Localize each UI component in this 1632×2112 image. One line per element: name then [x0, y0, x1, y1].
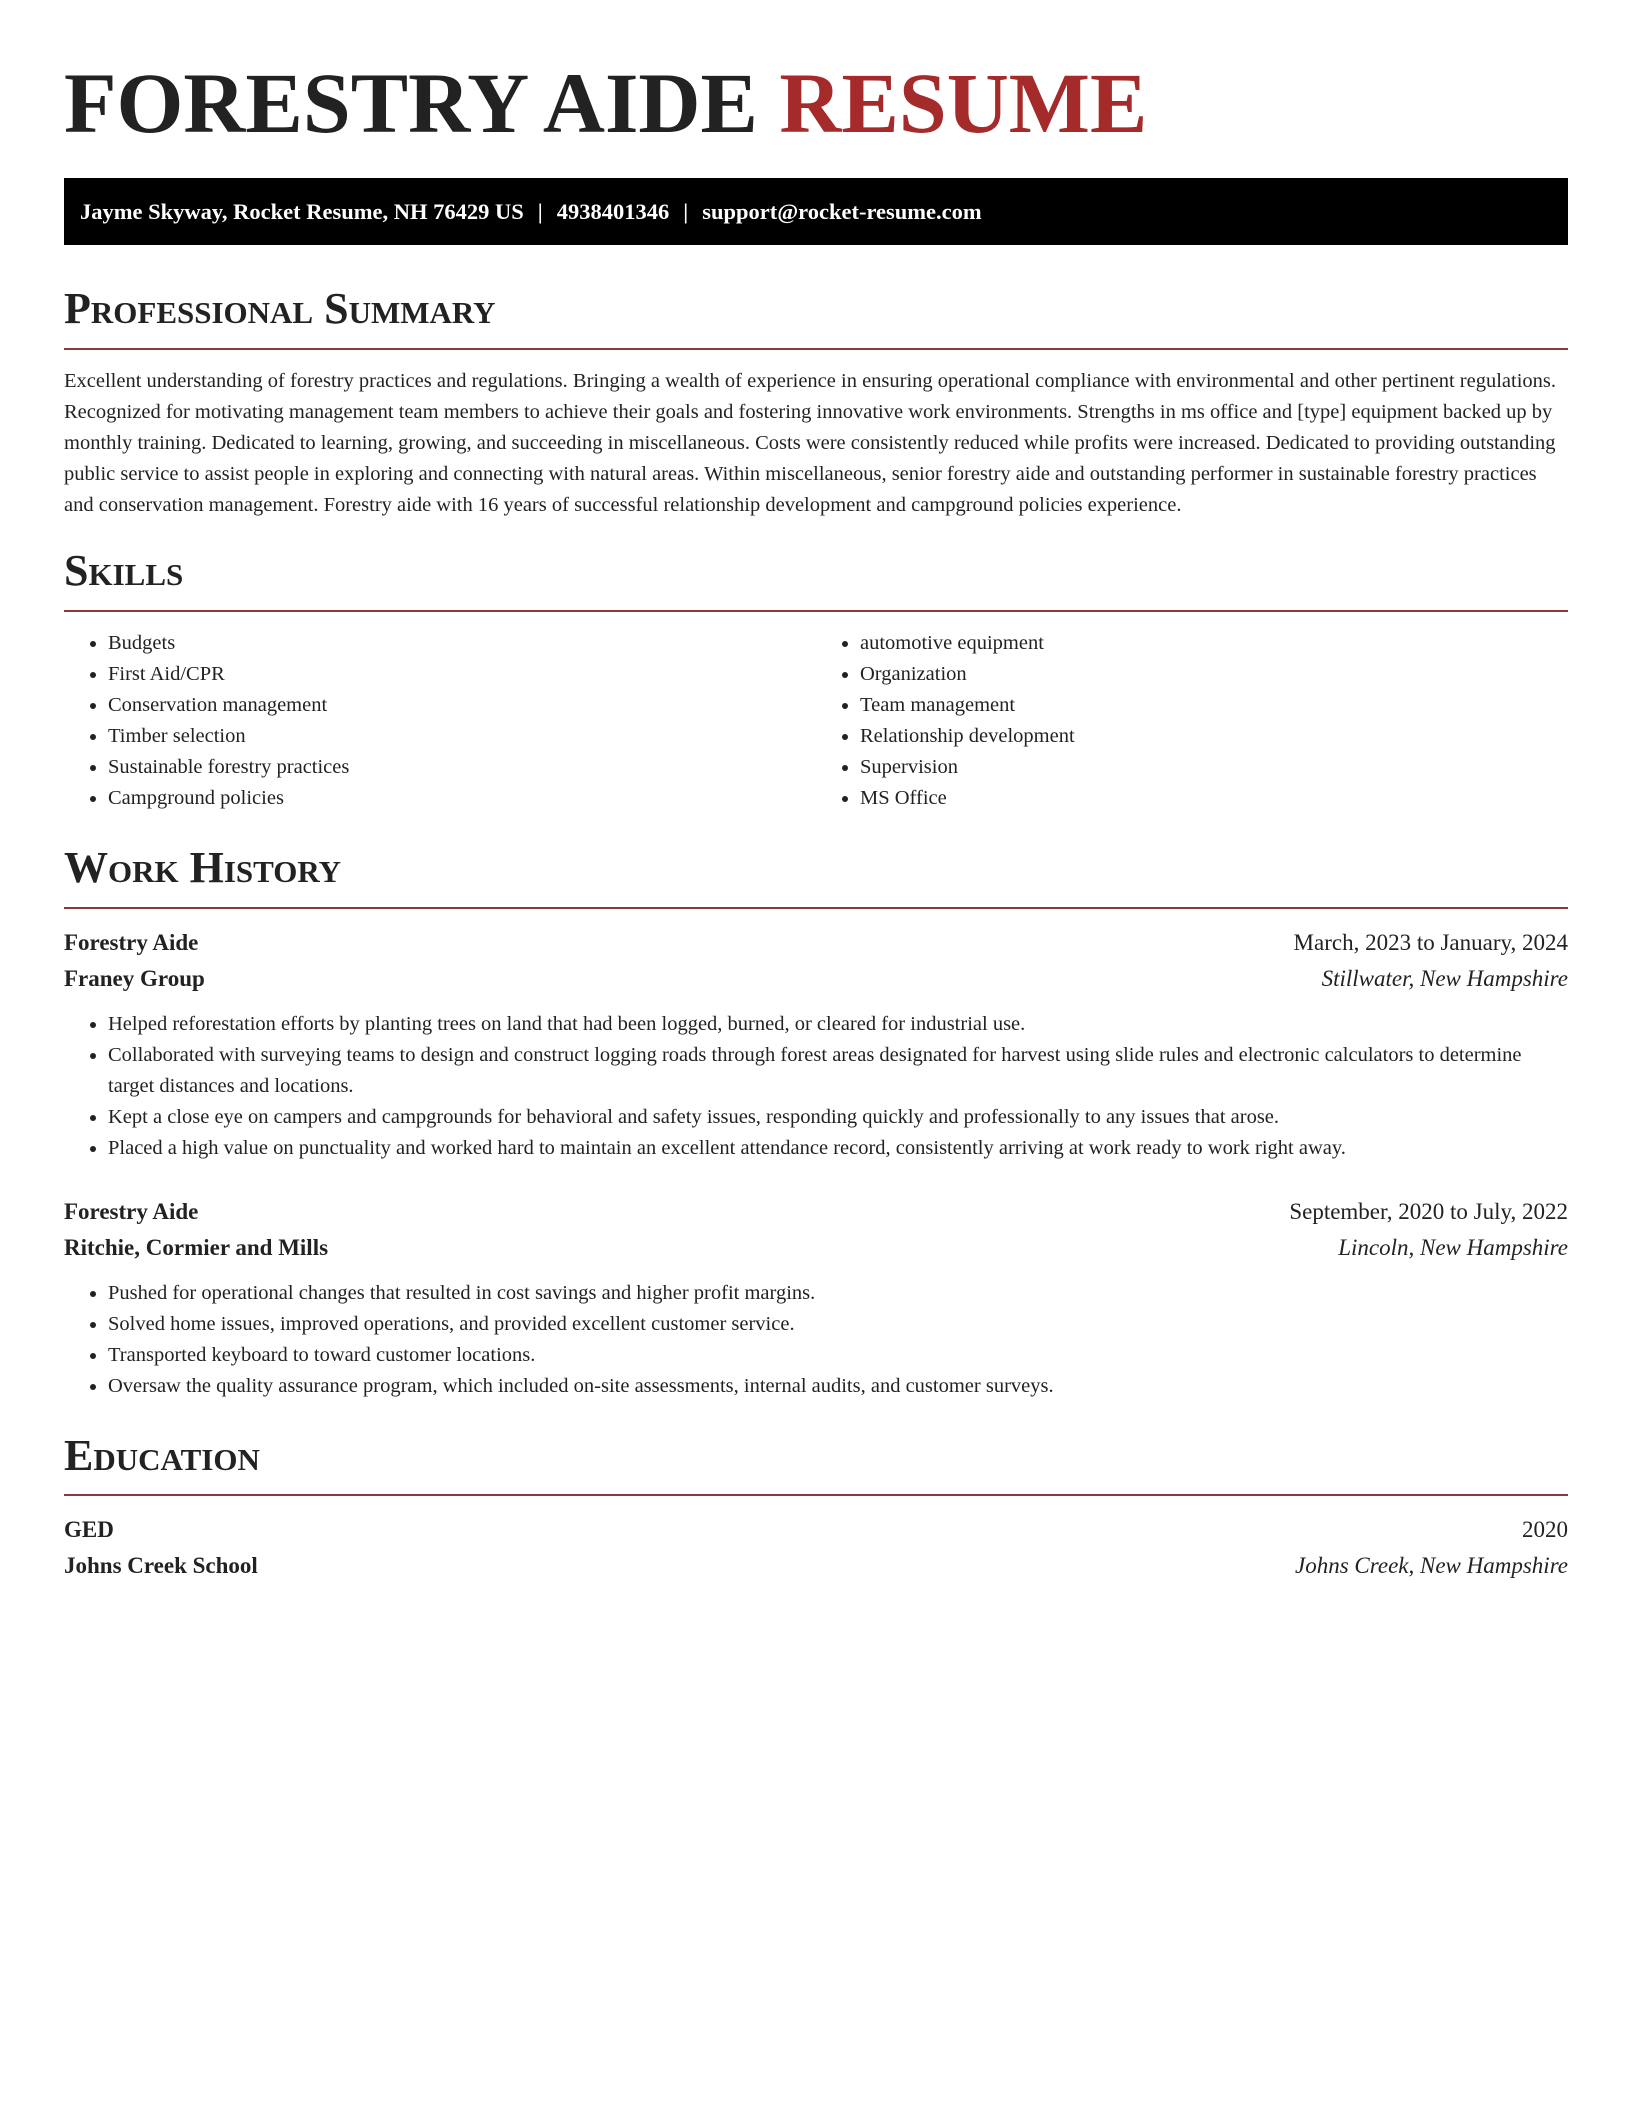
section-title-skills: Skills — [64, 545, 184, 595]
skill-item: • Organization — [860, 659, 1568, 690]
education-location: Johns Creek, New Hampshire — [1295, 1553, 1568, 1579]
job-bullet: • Collaborated with surveying teams to design and construct logging roads through forest areas designated for harvest using slide rules and electronic calculators to determine target distances and locations. — [108, 1040, 1568, 1102]
section-title-education: Education — [64, 1430, 260, 1480]
job-title: Forestry Aide — [64, 929, 199, 955]
job-bullet: • Pushed for operational changes that resulted in cost savings and higher profit margins. — [108, 1278, 1568, 1309]
education-degree: GED — [64, 1517, 114, 1543]
contact-address: Jayme Skyway, Rocket Resume, NH 76429 US — [80, 198, 524, 224]
job-company-row — [64, 961, 1568, 997]
title-main: FORESTRY AIDE — [64, 55, 758, 151]
job-bullet: • Transported keyboard to toward customer locations. — [108, 1340, 1568, 1371]
job-bullet: • Kept a close eye on campers and campgrounds for behavioral and safety issues, responding quickly and professionally to any issues that arose. — [108, 1102, 1568, 1133]
education-school-row — [64, 1548, 1568, 1584]
job-bullets — [64, 1278, 1568, 1402]
job-company: Ritchie, Cormier and Mills — [64, 1234, 329, 1260]
section-divider — [64, 1494, 1568, 1496]
skill-item: • Relationship development — [860, 721, 1568, 752]
job-bullets — [64, 1009, 1568, 1164]
skill-item: • First Aid/CPR — [108, 659, 816, 690]
job-bullet: • Helped reforestation efforts by planting trees on land that had been logged, burned, or cleared for industrial use. — [108, 1009, 1568, 1040]
skill-item: • Team management — [860, 690, 1568, 721]
skill-item: • automotive equipment — [860, 628, 1568, 659]
title-accent: RESUME — [779, 55, 1148, 151]
job-bullet: • Oversaw the quality assurance program, which included on-site assessments, internal audits, and customer surveys. — [108, 1371, 1568, 1402]
education-header-row — [64, 1512, 1568, 1548]
job-dates: September, 2020 to July, 2022 — [1289, 1198, 1568, 1224]
skill-item: • Sustainable forestry practices — [108, 752, 816, 783]
contact-email: support@rocket-resume.com — [702, 198, 982, 224]
skills-column-right — [816, 628, 1568, 814]
skill-item: • Campground policies — [108, 783, 816, 814]
section-divider — [64, 348, 1568, 350]
job-location: Lincoln, New Hampshire — [1338, 1234, 1568, 1260]
skill-item: • Budgets — [108, 628, 816, 659]
contact-phone: 4938401346 — [556, 198, 670, 224]
skills-column-left — [64, 628, 816, 814]
education-year: 2020 — [1522, 1517, 1568, 1543]
job-location: Stillwater, New Hampshire — [1321, 965, 1568, 991]
skills-grid — [64, 628, 1568, 814]
section-divider — [64, 610, 1568, 612]
job-bullet: • Solved home issues, improved operations, and provided excellent customer service. — [108, 1309, 1568, 1340]
education-entry — [64, 1512, 1568, 1584]
contact-bar — [64, 178, 1568, 245]
job-title: Forestry Aide — [64, 1198, 199, 1224]
section-title-summary: Professional Summary — [64, 284, 496, 334]
section-title-work-history: Work History — [64, 842, 342, 892]
job-company-row — [64, 1230, 1568, 1266]
skill-item: • MS Office — [860, 783, 1568, 814]
section-divider — [64, 907, 1568, 909]
job-header-row — [64, 925, 1568, 961]
job-entry — [64, 925, 1568, 1164]
contact-separator: | — [683, 198, 689, 224]
skill-item: • Supervision — [860, 752, 1568, 783]
resume-title — [64, 52, 1568, 155]
contact-separator: | — [537, 198, 543, 224]
summary-paragraph: Excellent understanding of forestry practices and regulations. Bringing a wealth of experience in ensuring operational compliance with environmental and other pertinent regulations. Recognized for motivating management team members to achieve their goals and fostering innovative work environments. Strengths in ms office and [type] equipment backed up by monthly training. Dedicated to learning, growing, and succeeding in miscellaneous. Costs were consistently reduced while profits were increased. Dedicated to providing outstanding public service to assist people in exploring and connecting with natural areas. Within miscellaneous, senior forestry aide and outstanding performer in sustainable forestry practices and conservation management. Forestry aide with 16 years of successful relationship development and campground policies experience. — [64, 369, 1557, 516]
job-dates: March, 2023 to January, 2024 — [1293, 929, 1568, 955]
job-entry — [64, 1194, 1568, 1402]
skill-item: • Conservation management — [108, 690, 816, 721]
education-school: Johns Creek School — [64, 1553, 258, 1579]
skill-item: • Timber selection — [108, 721, 816, 752]
job-header-row — [64, 1194, 1568, 1230]
job-bullet: • Placed a high value on punctuality and worked hard to maintain an excellent attendance record, consistently arriving at work ready to work right away. — [108, 1133, 1568, 1164]
job-company: Franey Group — [64, 965, 205, 991]
